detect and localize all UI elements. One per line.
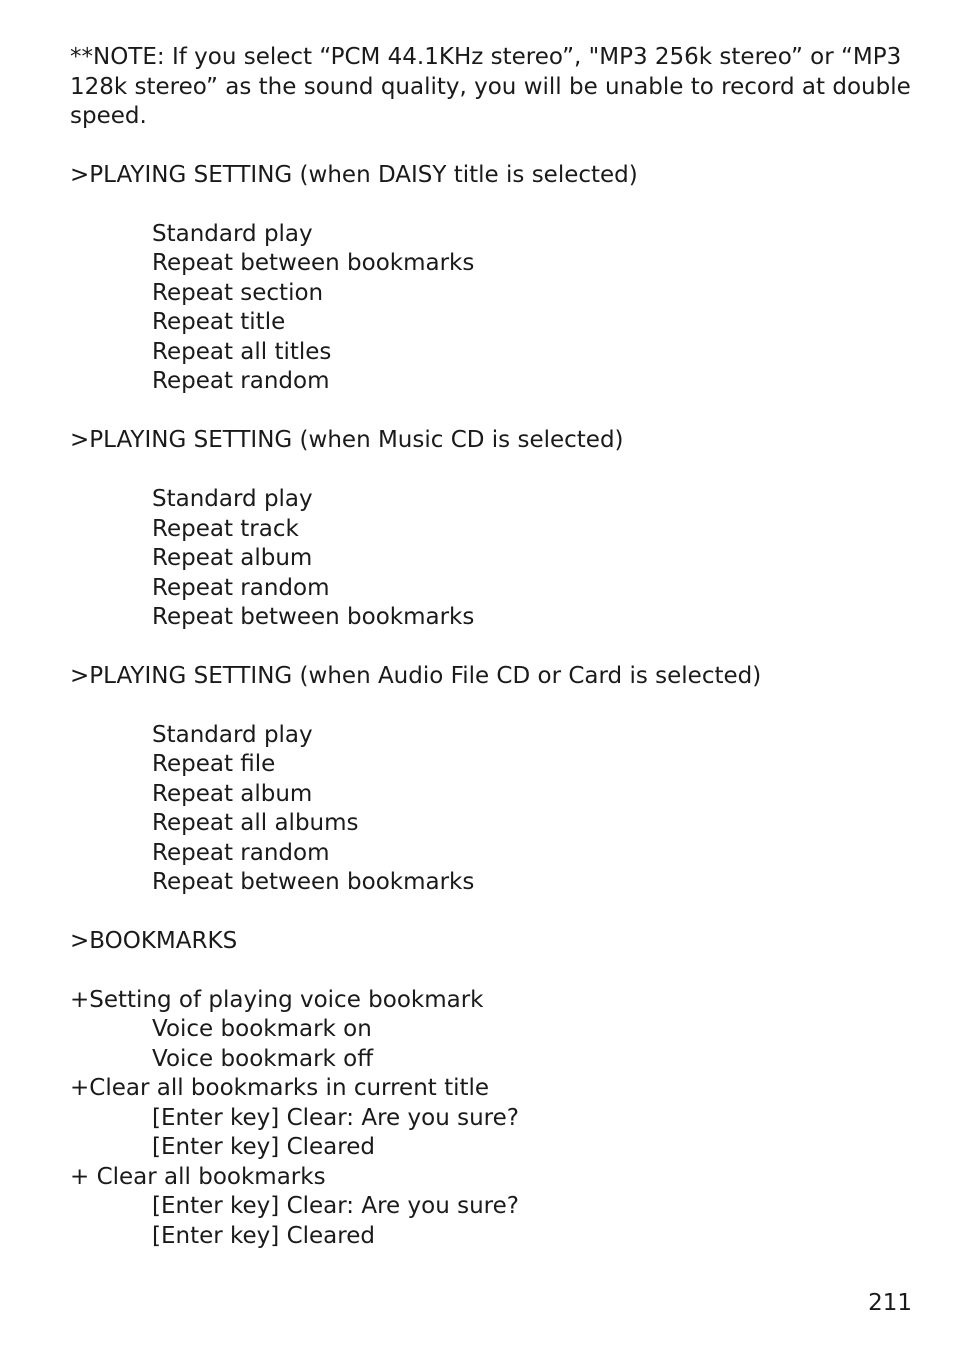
list-item: Repeat random bbox=[152, 368, 330, 394]
list-item: Repeat random bbox=[152, 840, 330, 866]
section-heading: >PLAYING SETTING (when Music CD is selected) bbox=[70, 427, 624, 453]
list-item: Repeat section bbox=[152, 280, 324, 306]
list-item: Repeat title bbox=[152, 309, 286, 335]
bookmark-group-title: +Clear all bookmarks in current title bbox=[70, 1075, 490, 1101]
bookmark-group-title: + Clear all bookmarks bbox=[70, 1164, 326, 1190]
list-item: Repeat album bbox=[152, 545, 313, 571]
list-item: Standard play bbox=[152, 486, 313, 512]
list-item: [Enter key] Clear: Are you sure? bbox=[152, 1105, 519, 1131]
section-heading: >PLAYING SETTING (when Audio File CD or Card is selected) bbox=[70, 663, 762, 689]
list-item: Repeat file bbox=[152, 751, 276, 777]
section-heading: >BOOKMARKS bbox=[70, 928, 238, 954]
list-item: Voice bookmark off bbox=[152, 1046, 374, 1072]
list-item: Repeat album bbox=[152, 781, 313, 807]
bookmark-group-title: +Setting of playing voice bookmark bbox=[70, 987, 484, 1013]
list-item: [Enter key] Cleared bbox=[152, 1223, 375, 1249]
note-line-2: 128k stereo” as the sound quality, you will be unable to record at double bbox=[70, 74, 911, 100]
list-item: Repeat random bbox=[152, 575, 330, 601]
note-line-1: **NOTE: If you select “PCM 44.1KHz stereo”, "MP3 256k stereo” or “MP3 bbox=[70, 44, 902, 70]
page-number: 211 bbox=[868, 1290, 912, 1316]
list-item: [Enter key] Clear: Are you sure? bbox=[152, 1193, 519, 1219]
list-item: Repeat all titles bbox=[152, 339, 332, 365]
list-item: Repeat all albums bbox=[152, 810, 359, 836]
list-item: Repeat between bookmarks bbox=[152, 604, 475, 630]
list-item: Standard play bbox=[152, 722, 313, 748]
note-line-3: speed. bbox=[70, 103, 147, 129]
list-item: Standard play bbox=[152, 221, 313, 247]
list-item: [Enter key] Cleared bbox=[152, 1134, 375, 1160]
list-item: Repeat track bbox=[152, 516, 299, 542]
list-item: Repeat between bookmarks bbox=[152, 869, 475, 895]
section-heading: >PLAYING SETTING (when DAISY title is selected) bbox=[70, 162, 638, 188]
list-item: Voice bookmark on bbox=[152, 1016, 372, 1042]
list-item: Repeat between bookmarks bbox=[152, 250, 475, 276]
